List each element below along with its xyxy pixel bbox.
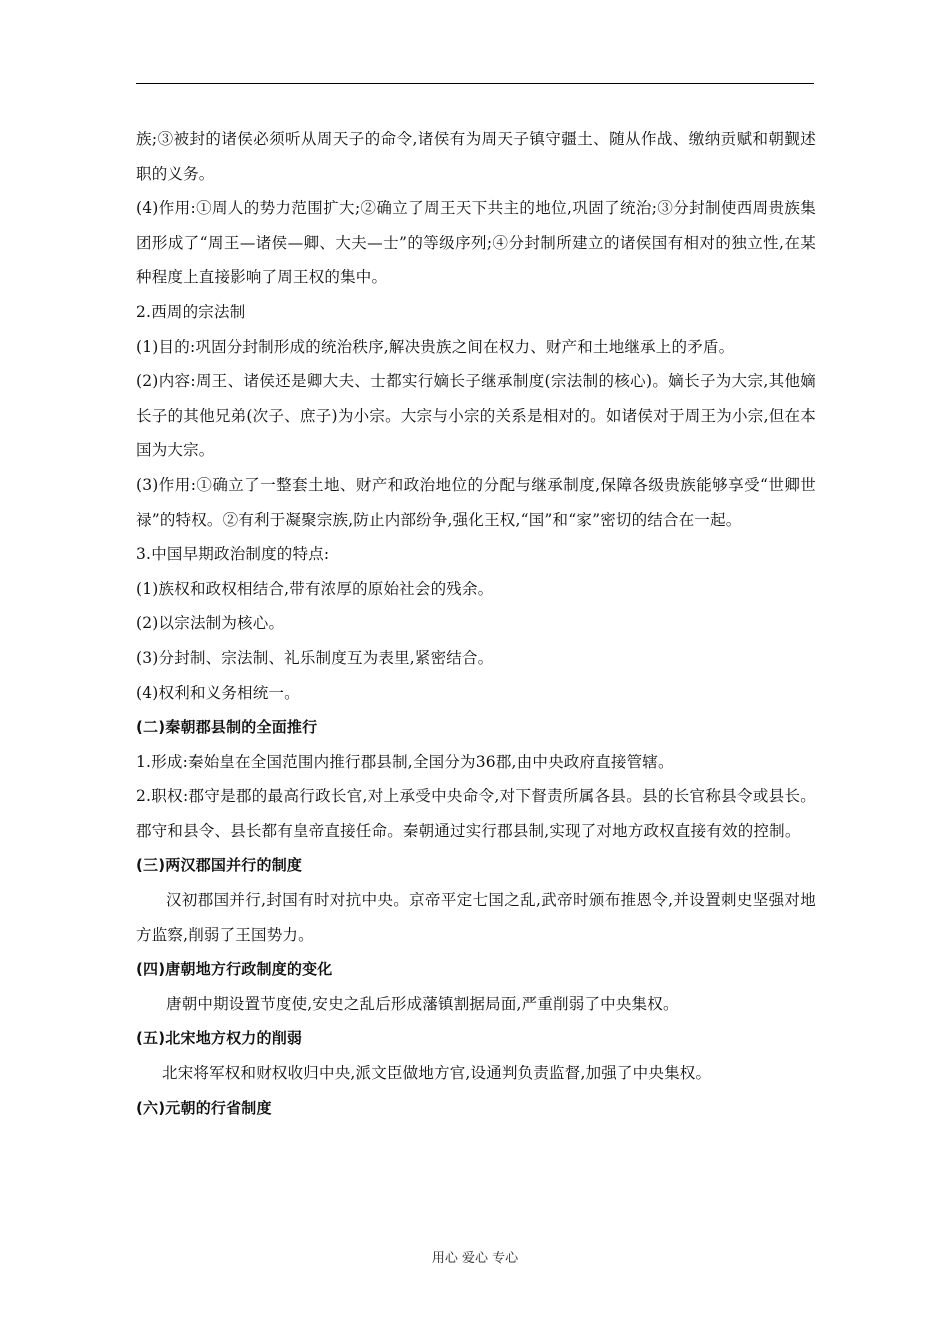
body-paragraph: 2.职权:郡守是郡的最高行政长官,对上承受中央命令,对下督责所属各县。县的长官称县令或县长。郡守和县令、县长都有皇帝直接任命。秦朝通过实行郡县制,实现了对地方政权直接有效的控制。 (136, 787, 816, 840)
body-paragraph: (1)族权和政权相结合,带有浓厚的原始社会的残余。 (136, 579, 494, 598)
body-paragraph: (4)作用:①周人的势力范围扩大;②确立了周王天下共主的地位,巩固了统治;③分封制使西周贵族集团形成了“周王—诸侯—卿、大夫—士”的等级序列;④分封制所建立的诸侯国有相对的独立性,在某种程度上直接影响了周王权的集中。 (136, 199, 816, 287)
body-paragraph: 3.中国早期政治制度的特点: (136, 545, 330, 564)
body-paragraph: 北宋将军权和财权收归中央,派文臣做地方官,设通判负责监督,加强了中央集权。 (162, 1064, 712, 1083)
body-paragraph: (1)目的:巩固分封制形成的统治秩序,解决贵族之间在权力、财产和土地继承上的矛盾。 (136, 337, 735, 356)
body-paragraph: 唐朝中期设置节度使,安史之乱后形成藩镇割据局面,严重削弱了中央集权。 (166, 994, 679, 1013)
body-paragraph: 1.形成:秦始皇在全国范围内推行郡县制,全国分为36郡,由中央政府直接管辖。 (136, 752, 674, 771)
section-heading: (三)两汉郡国并行的制度 (136, 856, 303, 875)
body-paragraph: (3)分封制、宗法制、礼乐制度互为表里,紧密结合。 (136, 648, 494, 667)
page-footer: 用心 爱心 专心 (431, 1251, 519, 1266)
section-heading: (五)北宋地方权力的削弱 (136, 1029, 303, 1048)
header-rule (136, 83, 814, 84)
section-heading: (二)秦朝郡县制的全面推行 (136, 718, 318, 737)
body-paragraph: 2.西周的宗法制 (136, 302, 246, 321)
body-paragraph: 汉初郡国并行,封国有时对抗中央。京帝平定七国之乱,武帝时颁布推恩令,并设置刺史坚强对地方监察,削弱了王国势力。 (136, 891, 816, 944)
body-paragraph: (4)权利和义务相统一。 (136, 683, 300, 702)
body-paragraph: (2)以宗法制为核心。 (136, 614, 285, 633)
body-paragraph: (3)作用:①确立了一整套土地、财产和政治地位的分配与继承制度,保障各级贵族能够享受“世卿世禄”的特权。②有利于凝聚宗族,防止内部纷争,强化王权,“国”和“家”密切的结合在一起。 (136, 475, 816, 529)
section-heading: (六)元朝的行省制度 (136, 1098, 272, 1117)
document-body (136, 122, 816, 1125)
section-heading: (四)唐朝地方行政制度的变化 (136, 960, 333, 979)
body-paragraph: 族;③被封的诸侯必须听从周天子的命令,诸侯有为周天子镇守疆土、随从作战、缴纳贡赋和朝觐述职的义务。 (136, 130, 816, 183)
body-paragraph: (2)内容:周王、诸侯还是卿大夫、士都实行嫡长子继承制度(宗法制的核心)。嫡长子为大宗,其他嫡长子的其他兄弟(次子、庶子)为小宗。大宗与小宗的关系是相对的。如诸侯对于周王为小宗,但在本国为大宗。 (136, 372, 816, 460)
